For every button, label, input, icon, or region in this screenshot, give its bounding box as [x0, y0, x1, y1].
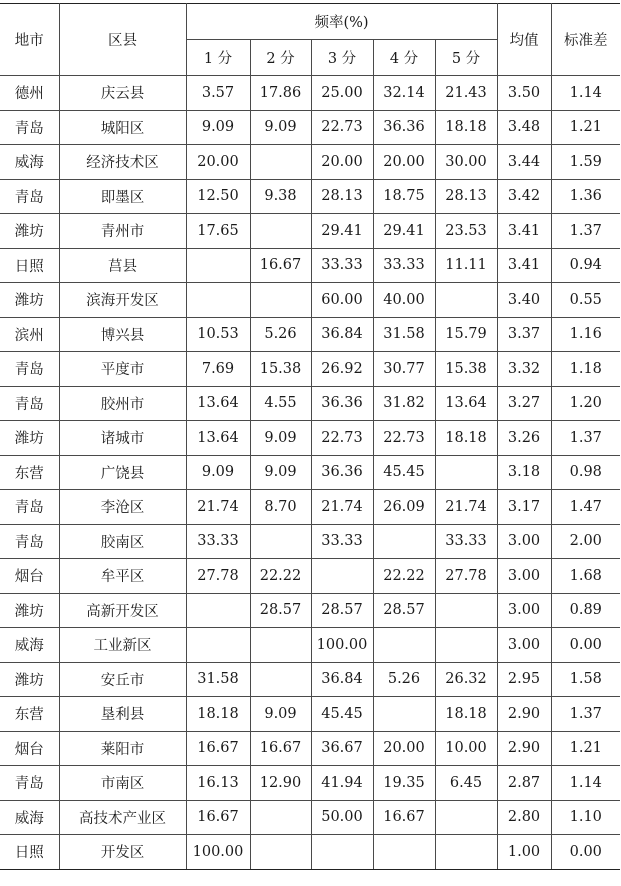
- cell-score-2: 5.26: [250, 317, 311, 352]
- cell-score-5: 15.79: [435, 317, 497, 352]
- cell-city: 青岛: [0, 110, 59, 145]
- cell-score-2: 9.09: [250, 421, 311, 456]
- table-row: [0, 110, 620, 145]
- cell-sd: 1.47: [551, 490, 620, 525]
- cell-score-1: 10.53: [186, 317, 250, 352]
- cell-score-4: 18.75: [373, 179, 435, 214]
- cell-city: 东营: [0, 455, 59, 490]
- cell-score-2: 28.57: [250, 593, 311, 628]
- header-score-5: 5 分: [435, 40, 497, 76]
- cell-score-3: 60.00: [311, 283, 373, 318]
- header-district: 区县: [59, 4, 186, 76]
- table-header: [0, 4, 620, 76]
- header-mean: 均值: [497, 4, 551, 76]
- cell-score-3: 26.92: [311, 352, 373, 387]
- cell-sd: 1.10: [551, 800, 620, 835]
- cell-score-4: 32.14: [373, 76, 435, 111]
- cell-score-5: 10.00: [435, 731, 497, 766]
- table-row: [0, 455, 620, 490]
- cell-score-4: 33.33: [373, 248, 435, 283]
- cell-score-4: 26.09: [373, 490, 435, 525]
- cell-score-3: 33.33: [311, 524, 373, 559]
- cell-city: 威海: [0, 628, 59, 663]
- table-row: [0, 248, 620, 283]
- cell-mean: 2.95: [497, 662, 551, 697]
- cell-score-1: 17.65: [186, 214, 250, 249]
- cell-mean: 3.26: [497, 421, 551, 456]
- cell-score-1: [186, 283, 250, 318]
- cell-sd: 1.14: [551, 76, 620, 111]
- table-row: [0, 145, 620, 180]
- cell-sd: 1.68: [551, 559, 620, 594]
- cell-mean: 2.90: [497, 731, 551, 766]
- header-city: 地市: [0, 4, 59, 76]
- cell-mean: 3.32: [497, 352, 551, 387]
- cell-sd: 1.21: [551, 110, 620, 145]
- cell-score-5: 13.64: [435, 386, 497, 421]
- cell-score-1: 31.58: [186, 662, 250, 697]
- table-row: [0, 76, 620, 111]
- cell-score-5: [435, 283, 497, 318]
- cell-score-5: 28.13: [435, 179, 497, 214]
- cell-score-3: 28.57: [311, 593, 373, 628]
- cell-score-1: 21.74: [186, 490, 250, 525]
- cell-district: 开发区: [59, 835, 186, 870]
- cell-score-4: [373, 524, 435, 559]
- cell-district: 城阳区: [59, 110, 186, 145]
- table-row: [0, 283, 620, 318]
- cell-score-4: [373, 628, 435, 663]
- cell-score-5: 18.18: [435, 110, 497, 145]
- cell-sd: 0.55: [551, 283, 620, 318]
- cell-district: 平度市: [59, 352, 186, 387]
- cell-score-3: 36.84: [311, 662, 373, 697]
- cell-mean: 3.42: [497, 179, 551, 214]
- cell-score-3: [311, 559, 373, 594]
- cell-score-5: 15.38: [435, 352, 497, 387]
- cell-score-1: 16.67: [186, 800, 250, 835]
- cell-mean: 3.00: [497, 628, 551, 663]
- cell-score-4: 22.22: [373, 559, 435, 594]
- cell-district: 莱阳市: [59, 731, 186, 766]
- cell-score-3: 41.94: [311, 766, 373, 801]
- cell-city: 滨州: [0, 317, 59, 352]
- cell-mean: 3.00: [497, 524, 551, 559]
- header-score-1: 1 分: [186, 40, 250, 76]
- cell-sd: 2.00: [551, 524, 620, 559]
- cell-score-2: [250, 524, 311, 559]
- cell-score-1: 16.67: [186, 731, 250, 766]
- cell-score-5: 18.18: [435, 421, 497, 456]
- cell-sd: 0.94: [551, 248, 620, 283]
- cell-city: 青岛: [0, 766, 59, 801]
- cell-score-5: [435, 455, 497, 490]
- cell-score-3: 29.41: [311, 214, 373, 249]
- cell-city: 潍坊: [0, 283, 59, 318]
- cell-district: 庆云县: [59, 76, 186, 111]
- cell-district: 胶州市: [59, 386, 186, 421]
- cell-district: 诸城市: [59, 421, 186, 456]
- cell-mean: 3.41: [497, 214, 551, 249]
- cell-district: 滨海开发区: [59, 283, 186, 318]
- cell-sd: 1.37: [551, 697, 620, 732]
- cell-mean: 3.44: [497, 145, 551, 180]
- cell-score-4: 30.77: [373, 352, 435, 387]
- cell-sd: 1.16: [551, 317, 620, 352]
- cell-city: 威海: [0, 145, 59, 180]
- cell-score-5: 23.53: [435, 214, 497, 249]
- cell-city: 东营: [0, 697, 59, 732]
- cell-score-5: 18.18: [435, 697, 497, 732]
- table-row: [0, 800, 620, 835]
- cell-district: 经济技术区: [59, 145, 186, 180]
- cell-score-3: 22.73: [311, 110, 373, 145]
- cell-score-3: 21.74: [311, 490, 373, 525]
- cell-score-2: 15.38: [250, 352, 311, 387]
- cell-district: 青州市: [59, 214, 186, 249]
- table-row: [0, 214, 620, 249]
- frequency-table: [0, 3, 620, 870]
- cell-score-3: 20.00: [311, 145, 373, 180]
- cell-score-1: 13.64: [186, 421, 250, 456]
- cell-score-4: 16.67: [373, 800, 435, 835]
- cell-city: 潍坊: [0, 662, 59, 697]
- cell-score-3: [311, 835, 373, 870]
- cell-score-4: 36.36: [373, 110, 435, 145]
- table-body: [0, 76, 620, 870]
- cell-score-5: [435, 835, 497, 870]
- cell-district: 即墨区: [59, 179, 186, 214]
- cell-score-3: 22.73: [311, 421, 373, 456]
- cell-score-5: [435, 800, 497, 835]
- cell-score-5: 27.78: [435, 559, 497, 594]
- cell-score-2: [250, 628, 311, 663]
- cell-mean: 2.87: [497, 766, 551, 801]
- cell-city: 烟台: [0, 559, 59, 594]
- cell-score-2: 8.70: [250, 490, 311, 525]
- cell-score-4: [373, 697, 435, 732]
- cell-mean: 3.18: [497, 455, 551, 490]
- cell-score-1: 9.09: [186, 110, 250, 145]
- cell-score-5: 21.74: [435, 490, 497, 525]
- cell-score-5: 21.43: [435, 76, 497, 111]
- cell-score-2: [250, 145, 311, 180]
- cell-score-3: 36.36: [311, 386, 373, 421]
- table-row: [0, 835, 620, 870]
- cell-mean: 3.37: [497, 317, 551, 352]
- cell-district: 垦利县: [59, 697, 186, 732]
- header-score-4: 4 分: [373, 40, 435, 76]
- cell-district: 胶南区: [59, 524, 186, 559]
- cell-city: 威海: [0, 800, 59, 835]
- cell-score-2: [250, 800, 311, 835]
- cell-score-4: 28.57: [373, 593, 435, 628]
- cell-city: 日照: [0, 248, 59, 283]
- header-score-2: 2 分: [250, 40, 311, 76]
- table-row: [0, 179, 620, 214]
- cell-mean: 3.40: [497, 283, 551, 318]
- cell-score-5: 30.00: [435, 145, 497, 180]
- cell-score-1: [186, 628, 250, 663]
- cell-mean: 3.48: [497, 110, 551, 145]
- header-sd: 标准差: [551, 4, 620, 76]
- cell-score-4: [373, 835, 435, 870]
- header-frequency: 频率(%): [186, 4, 497, 40]
- cell-district: 市南区: [59, 766, 186, 801]
- cell-score-2: 9.09: [250, 110, 311, 145]
- cell-score-5: [435, 628, 497, 663]
- cell-mean: 3.41: [497, 248, 551, 283]
- cell-score-2: 17.86: [250, 76, 311, 111]
- table-row: [0, 386, 620, 421]
- cell-sd: 1.59: [551, 145, 620, 180]
- cell-score-2: 4.55: [250, 386, 311, 421]
- cell-score-2: [250, 662, 311, 697]
- cell-city: 日照: [0, 835, 59, 870]
- cell-score-4: 31.58: [373, 317, 435, 352]
- cell-district: 牟平区: [59, 559, 186, 594]
- cell-sd: 1.20: [551, 386, 620, 421]
- cell-score-4: 20.00: [373, 145, 435, 180]
- cell-score-1: 27.78: [186, 559, 250, 594]
- cell-score-4: 5.26: [373, 662, 435, 697]
- cell-score-5: 33.33: [435, 524, 497, 559]
- cell-score-1: 33.33: [186, 524, 250, 559]
- cell-district: 博兴县: [59, 317, 186, 352]
- cell-score-5: 11.11: [435, 248, 497, 283]
- cell-district: 安丘市: [59, 662, 186, 697]
- cell-sd: 1.37: [551, 214, 620, 249]
- cell-score-3: 45.45: [311, 697, 373, 732]
- cell-score-1: [186, 248, 250, 283]
- cell-score-1: 13.64: [186, 386, 250, 421]
- cell-score-1: 18.18: [186, 697, 250, 732]
- cell-score-3: 36.84: [311, 317, 373, 352]
- cell-score-4: 31.82: [373, 386, 435, 421]
- cell-sd: 1.18: [551, 352, 620, 387]
- cell-sd: 1.58: [551, 662, 620, 697]
- cell-district: 莒县: [59, 248, 186, 283]
- cell-sd: 0.00: [551, 628, 620, 663]
- cell-score-3: 36.36: [311, 455, 373, 490]
- cell-score-4: 19.35: [373, 766, 435, 801]
- cell-score-3: 33.33: [311, 248, 373, 283]
- table-row: [0, 593, 620, 628]
- cell-score-3: 25.00: [311, 76, 373, 111]
- cell-sd: 1.14: [551, 766, 620, 801]
- cell-mean: 3.27: [497, 386, 551, 421]
- cell-score-3: 50.00: [311, 800, 373, 835]
- cell-sd: 0.89: [551, 593, 620, 628]
- cell-score-1: 3.57: [186, 76, 250, 111]
- cell-score-5: 6.45: [435, 766, 497, 801]
- cell-city: 青岛: [0, 490, 59, 525]
- cell-mean: 2.90: [497, 697, 551, 732]
- cell-score-1: 7.69: [186, 352, 250, 387]
- cell-score-2: [250, 283, 311, 318]
- table-row: [0, 352, 620, 387]
- cell-score-4: 22.73: [373, 421, 435, 456]
- cell-score-1: 16.13: [186, 766, 250, 801]
- table-row: [0, 490, 620, 525]
- cell-mean: 3.17: [497, 490, 551, 525]
- table-row: [0, 421, 620, 456]
- cell-score-5: 26.32: [435, 662, 497, 697]
- table-row: [0, 524, 620, 559]
- header-score-3: 3 分: [311, 40, 373, 76]
- cell-city: 潍坊: [0, 214, 59, 249]
- cell-score-3: 28.13: [311, 179, 373, 214]
- table-row: [0, 731, 620, 766]
- cell-mean: 3.00: [497, 559, 551, 594]
- cell-city: 青岛: [0, 179, 59, 214]
- cell-score-3: 36.67: [311, 731, 373, 766]
- cell-score-2: 9.09: [250, 697, 311, 732]
- cell-sd: 1.37: [551, 421, 620, 456]
- cell-city: 潍坊: [0, 593, 59, 628]
- cell-score-1: 9.09: [186, 455, 250, 490]
- cell-score-2: 16.67: [250, 731, 311, 766]
- cell-mean: 1.00: [497, 835, 551, 870]
- cell-mean: 2.80: [497, 800, 551, 835]
- cell-district: 李沧区: [59, 490, 186, 525]
- cell-district: 工业新区: [59, 628, 186, 663]
- cell-city: 德州: [0, 76, 59, 111]
- cell-score-1: 100.00: [186, 835, 250, 870]
- table-row: [0, 766, 620, 801]
- cell-city: 青岛: [0, 386, 59, 421]
- cell-city: 青岛: [0, 352, 59, 387]
- table-row: [0, 628, 620, 663]
- table-row: [0, 317, 620, 352]
- cell-score-4: 20.00: [373, 731, 435, 766]
- cell-score-2: 9.38: [250, 179, 311, 214]
- cell-score-4: 45.45: [373, 455, 435, 490]
- cell-score-2: 22.22: [250, 559, 311, 594]
- cell-score-5: [435, 593, 497, 628]
- table-row: [0, 697, 620, 732]
- cell-score-4: 29.41: [373, 214, 435, 249]
- cell-city: 潍坊: [0, 421, 59, 456]
- cell-score-1: [186, 593, 250, 628]
- cell-mean: 3.00: [497, 593, 551, 628]
- cell-sd: 1.36: [551, 179, 620, 214]
- cell-score-2: 12.90: [250, 766, 311, 801]
- cell-score-3: 100.00: [311, 628, 373, 663]
- cell-mean: 3.50: [497, 76, 551, 111]
- cell-score-2: 16.67: [250, 248, 311, 283]
- cell-score-2: [250, 214, 311, 249]
- table-row: [0, 559, 620, 594]
- cell-score-1: 20.00: [186, 145, 250, 180]
- cell-score-4: 40.00: [373, 283, 435, 318]
- cell-city: 青岛: [0, 524, 59, 559]
- table-row: [0, 662, 620, 697]
- cell-sd: 0.00: [551, 835, 620, 870]
- cell-score-2: 9.09: [250, 455, 311, 490]
- cell-score-2: [250, 835, 311, 870]
- cell-sd: 1.21: [551, 731, 620, 766]
- cell-district: 高新开发区: [59, 593, 186, 628]
- cell-sd: 0.98: [551, 455, 620, 490]
- cell-city: 烟台: [0, 731, 59, 766]
- cell-district: 广饶县: [59, 455, 186, 490]
- cell-district: 高技术产业区: [59, 800, 186, 835]
- cell-score-1: 12.50: [186, 179, 250, 214]
